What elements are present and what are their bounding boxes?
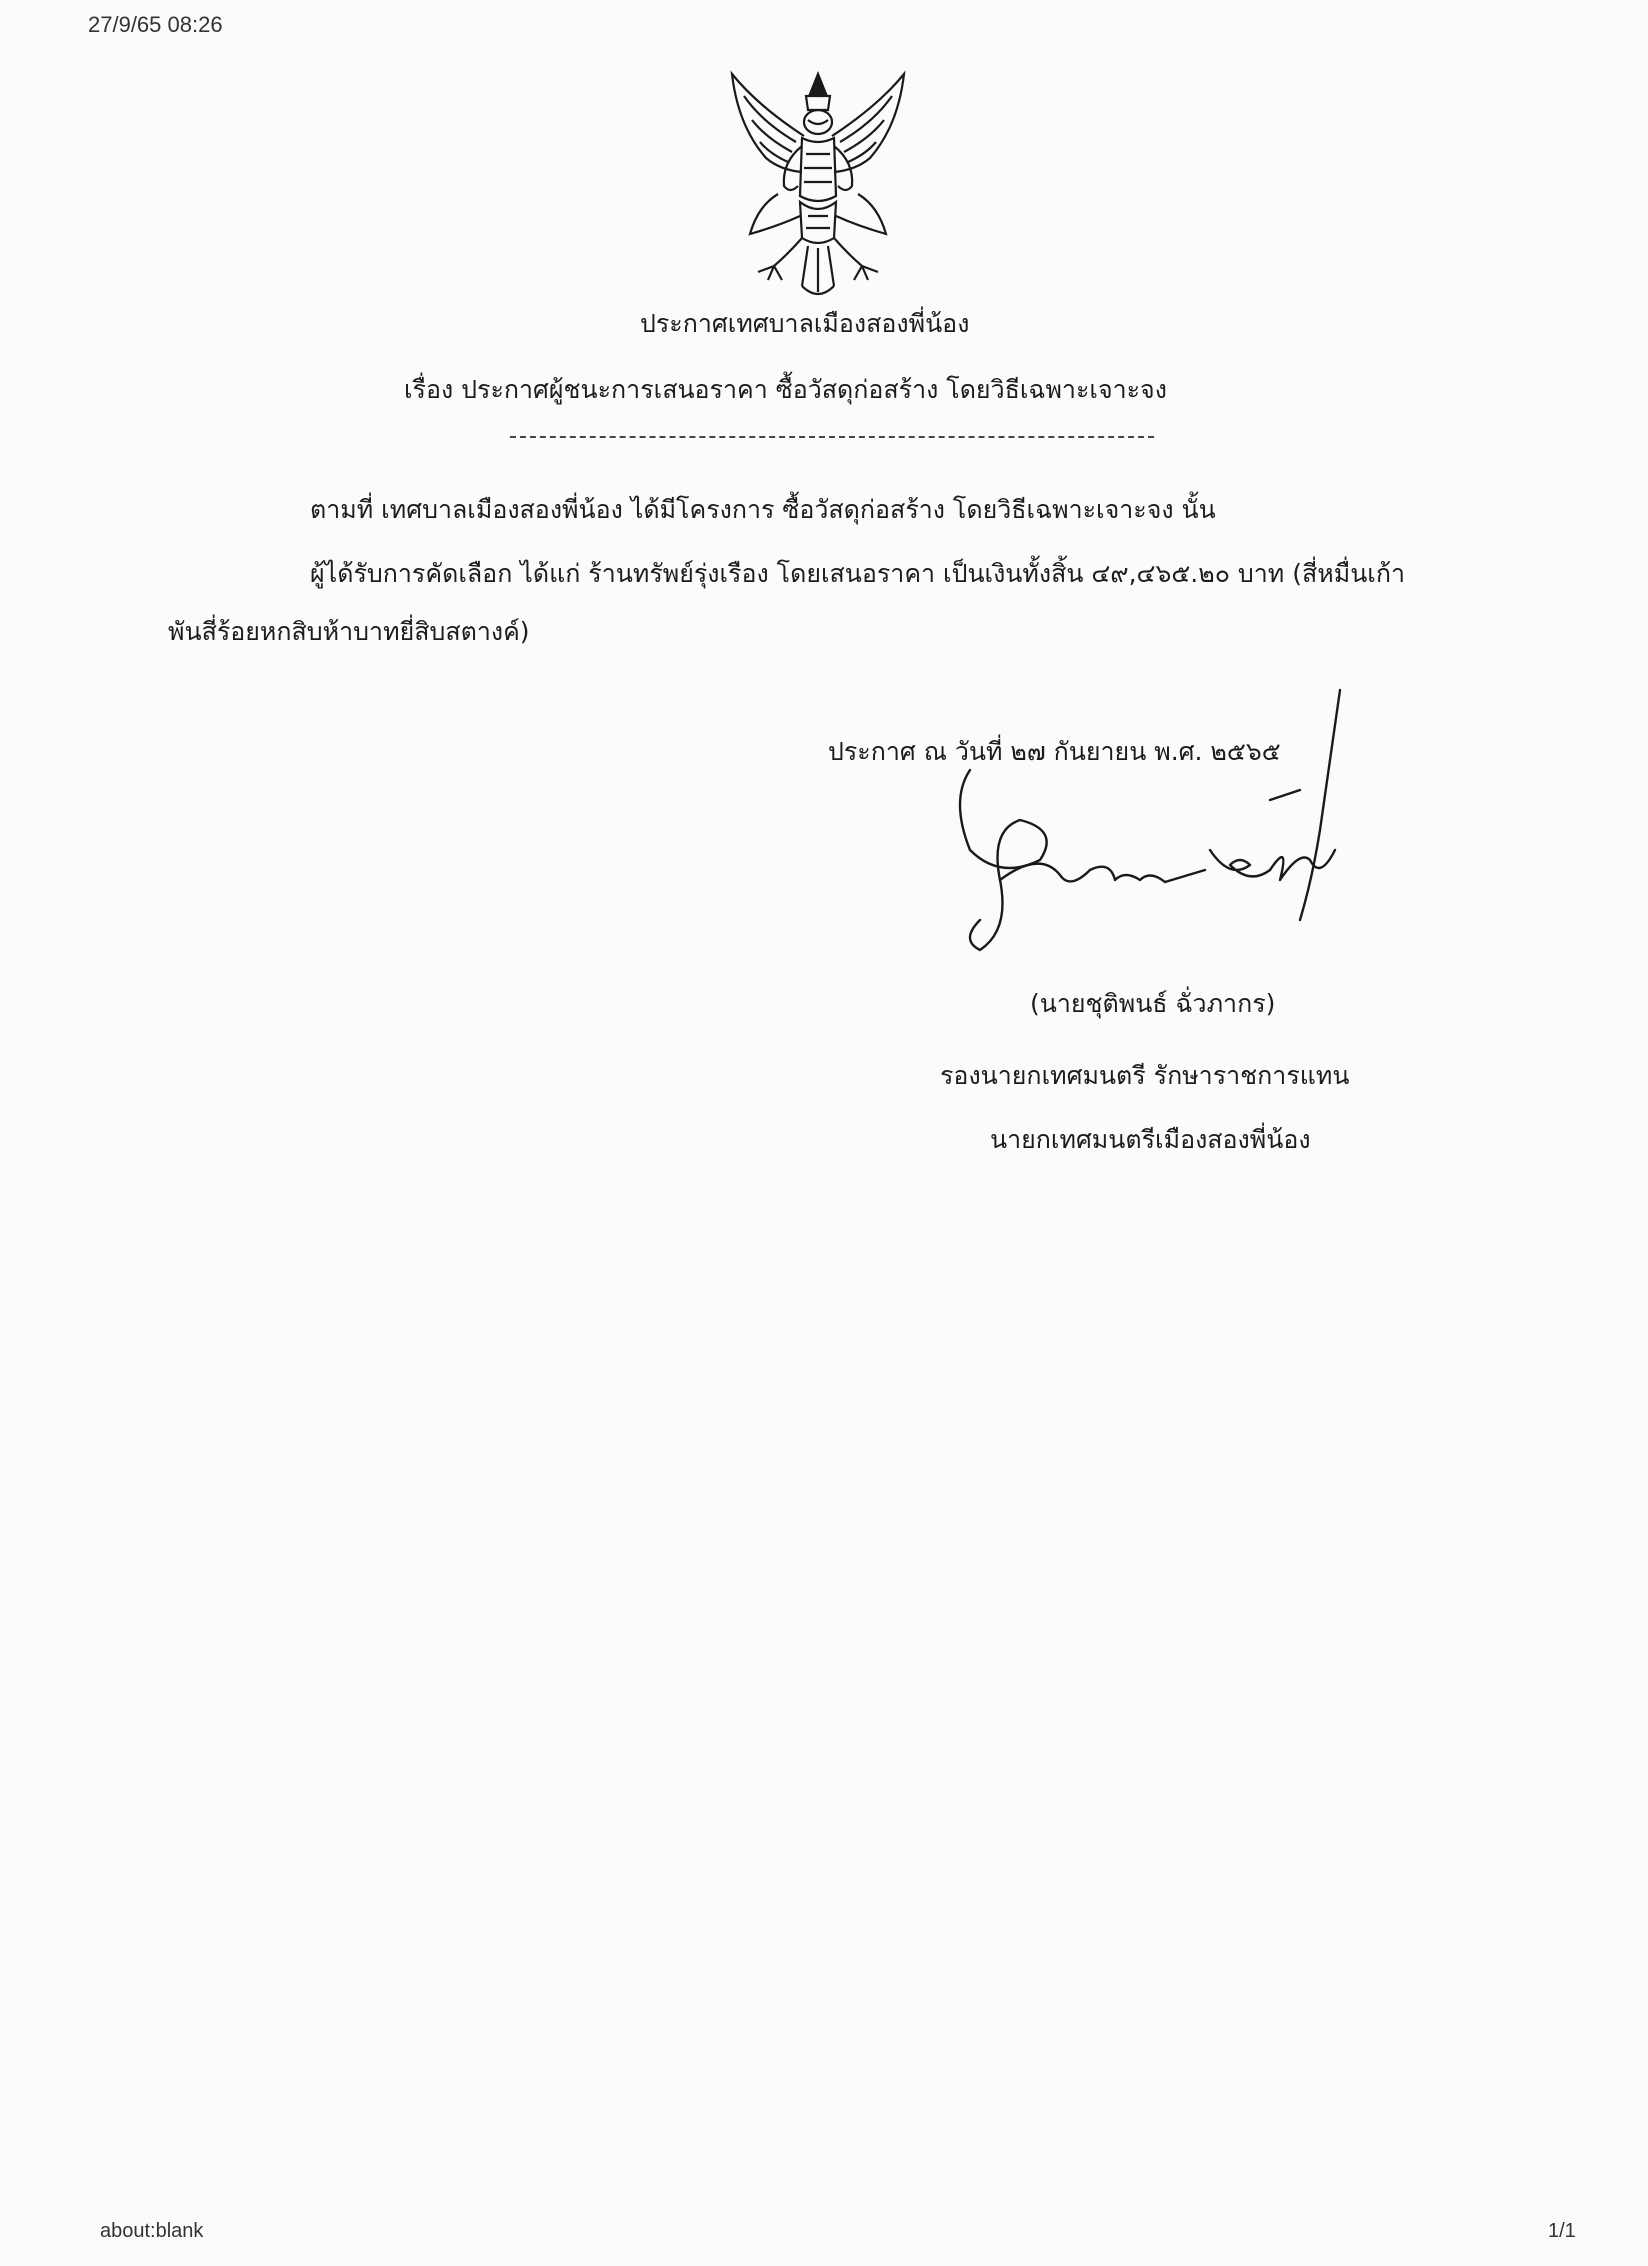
body-paragraph-3: พันสี่ร้อยหกสิบห้าบาทยี่สิบสตางค์) bbox=[168, 617, 530, 646]
dashed-divider bbox=[510, 436, 1154, 438]
print-footer-url: about:blank bbox=[100, 2220, 204, 2242]
signer-position-1: รองนายกเทศมนตรี รักษาราชการแทน bbox=[940, 1061, 1350, 1090]
body-paragraph-2: ผู้ได้รับการคัดเลือก ได้แก่ ร้านทรัพย์รุ่งเรือง โดยเสนอราคา เป็นเงินทั้งสิ้น ๔๙,๔๖๕.๒๐ บาท (สี่หมื่นเก้า bbox=[310, 559, 1406, 588]
body-paragraph-1: ตามที่ เทศบาลเมืองสองพี่น้อง ได้มีโครงการ ซื้อวัสดุก่อสร้าง โดยวิธีเฉพาะเจาะจง นั้น bbox=[310, 495, 1216, 524]
document-title: ประกาศเทศบาลเมืองสองพี่น้อง bbox=[640, 309, 970, 338]
handwritten-signature bbox=[940, 680, 1360, 970]
document-subject: เรื่อง ประกาศผู้ชนะการเสนอราคา ซื้อวัสดุก่อสร้าง โดยวิธีเฉพาะเจาะจง bbox=[404, 375, 1167, 404]
signer-name: (นายชุติพนธ์ ฉั่วภากร) bbox=[1030, 989, 1276, 1018]
signer-position-2: นายกเทศมนตรีเมืองสองพี่น้อง bbox=[990, 1125, 1311, 1154]
print-footer-page: 1/1 bbox=[1548, 2220, 1576, 2242]
announcement-date: ประกาศ ณ วันที่ ๒๗ กันยายน พ.ศ. ๒๕๖๕ bbox=[828, 737, 1281, 766]
print-timestamp: 27/9/65 08:26 bbox=[88, 12, 223, 37]
garuda-emblem-icon bbox=[718, 66, 918, 306]
